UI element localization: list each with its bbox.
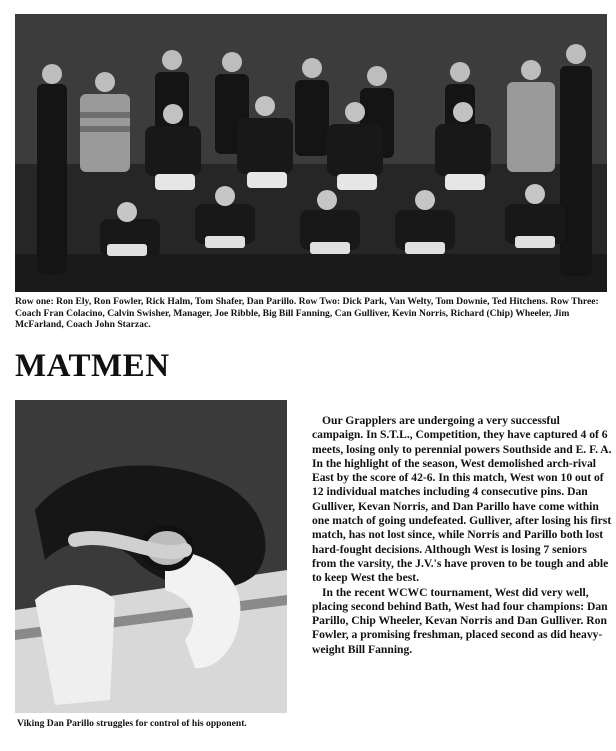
team-photo-figures [15,14,607,292]
page-heading: MATMEN [15,348,170,384]
article-paragraph: In the recent WCWC tournament, West did very well, placing second behind Bath, West had four champions: Dan Parillo, Chip Wheeler, Kevan Norris and Dan Gulliver. Ron Fowler, a promising freshman, placed second as did heavy-weight Bill Fanning. [312,585,608,656]
action-photo [15,400,287,713]
team-photo-caption: Row one: Ron Ely, Ron Fowler, Rick Halm, Tom Shafer, Dan Parillo. Row Two: Dick Park, Van Welty, Tom Downie, Ted Hitchens. Row Three: Coach Fran Colacino, Calvin Swisher, Manager, Joe Ribble, Big Bill Fanning, Can Gulliver, Kevin Norris, Richard (Chip) Wheeler, Jim McFarland, Coach John Starzac. [15,296,599,330]
action-photo-figures [15,400,287,713]
article-body [312,414,612,657]
team-photo [15,14,607,292]
action-photo-caption: Viking Dan Parillo struggles for control of his opponent. [17,718,247,729]
article-paragraph: Our Grapplers are undergoing a very successful campaign. In S.T.L., Competition, they have captured 4 of 6 meets, losing only to perennial powers Southside and E. F. A. In the highlight of the season, West demolished arch-rival East by the score of 42-6. In this match, West won 10 out of 12 individual matches including 4 consecutive pins. Dan Gulliver, Kevan Norris, and Dan Parillo have come within one match of going undefeated. Gulliver, after losing his first match, has not lost since, while Norris and Parillo both lost hard-fought decisions. Although West is losing 7 seniors from the varsity, the J.V.'s have proven to be tough and able to keep West the best. [312,414,612,585]
